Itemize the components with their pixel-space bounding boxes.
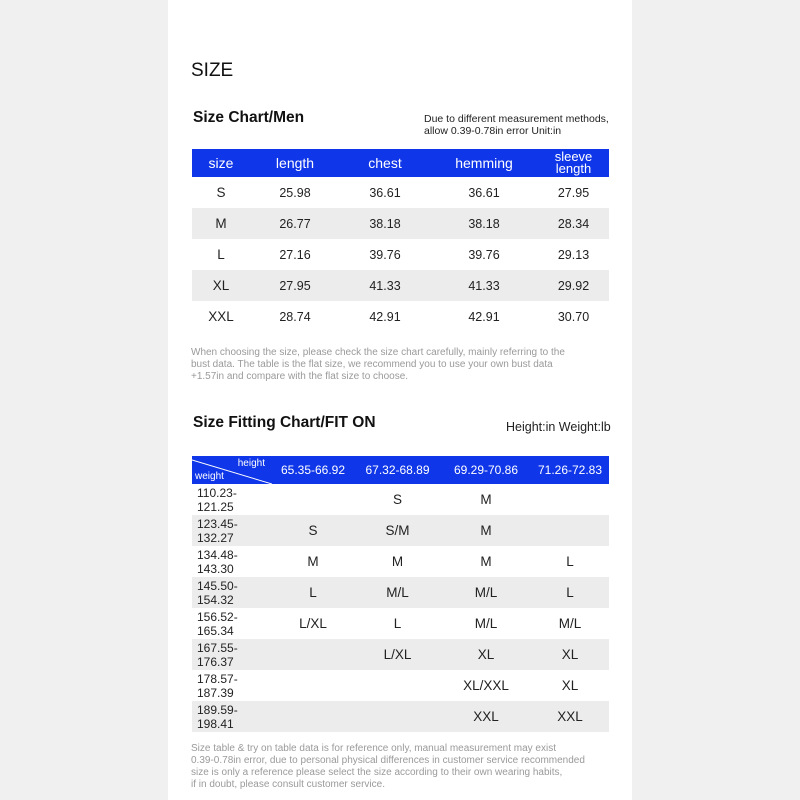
fit-size-cell: L <box>566 554 574 569</box>
length-cell: 26.77 <box>279 216 311 231</box>
sleeve-length-cell: 29.92 <box>557 278 590 293</box>
hemming-cell: 36.61 <box>468 185 500 200</box>
size-guide-page <box>168 0 632 800</box>
fit-size-cell <box>272 639 354 670</box>
fit-size-cell <box>272 484 354 515</box>
weight-cell: 189.59-198.41 <box>197 702 238 731</box>
fit-size-cell: S <box>308 523 318 538</box>
fit-size-cell: L/XL <box>299 616 327 631</box>
length-cell: 27.95 <box>279 278 311 293</box>
fit-size-cell: M <box>480 492 492 507</box>
hemming-cell: 41.33 <box>468 278 500 293</box>
table-row <box>192 577 609 608</box>
length-cell: 25.98 <box>279 185 311 200</box>
fit-size-cell: M/L <box>474 585 498 600</box>
fit-size-cell: S <box>392 492 402 507</box>
fit-chart-units-note: Height:in Weight:lb <box>506 420 611 434</box>
fit-chart-header-row <box>192 456 609 484</box>
chest-cell: 41.33 <box>369 278 401 293</box>
column-header-sleeve-length <box>538 149 609 177</box>
fit-size-cell: M <box>391 554 404 569</box>
table-row <box>192 670 609 701</box>
fit-size-cell: L <box>393 616 402 631</box>
fit-size-cell: L <box>566 585 574 600</box>
fit-size-cell: L/XL <box>383 647 412 662</box>
fit-size-cell: XXL <box>557 709 583 724</box>
size-chart-table <box>192 149 609 332</box>
chest-cell: 36.61 <box>369 185 401 200</box>
sleeve-length-cell: 28.34 <box>557 216 590 231</box>
length-cell: 27.16 <box>279 247 311 262</box>
height-column-header: 67.32-68.89 <box>365 463 430 477</box>
weight-cell: 110.23-121.25 <box>197 485 237 514</box>
footnote-line: 0.39-0.78in error, due to personal physical differences in customer service recommended <box>191 755 585 766</box>
sleeve-length-cell: 30.70 <box>557 309 590 324</box>
table-row <box>192 546 609 577</box>
height-column-header: 71.26-72.83 <box>537 463 603 477</box>
weight-cell: 145.50-154.32 <box>197 578 238 607</box>
table-row <box>192 608 609 639</box>
fit-size-cell: M/L <box>386 585 409 600</box>
table-row <box>192 484 609 515</box>
height-column-header: 69.29-70.86 <box>453 463 519 477</box>
fit-size-cell: M/L <box>474 616 498 631</box>
column-header-size: size <box>208 155 234 171</box>
fit-size-cell <box>531 515 609 546</box>
table-row <box>192 270 609 301</box>
fit-size-cell: XL <box>561 678 579 693</box>
weight-cell: 178.57-187.39 <box>197 671 238 700</box>
size-chart-header-row <box>192 149 609 177</box>
size-chart-note-line: Due to different measurement methods, <box>424 113 609 125</box>
height-column-header: 65.35-66.92 <box>280 463 346 477</box>
corner-header-cell <box>192 456 272 484</box>
length-cell: 28.74 <box>279 309 311 324</box>
table-row <box>192 208 609 239</box>
hemming-cell: 38.18 <box>468 216 500 231</box>
corner-height-label: height <box>237 458 265 469</box>
column-header-hemming: hemming <box>455 155 513 171</box>
corner-weight-label: weight <box>195 471 224 482</box>
footnote-line: bust data. The table is the flat size, we recommend you to use your own bust data <box>191 359 553 370</box>
fit-size-cell: M <box>480 554 492 569</box>
fit-size-cell <box>272 670 354 701</box>
footnote-line: Size table & try on table data is for reference only, manual measurement may exist <box>191 743 556 754</box>
sleeve-length-cell: 29.13 <box>557 247 590 262</box>
fit-size-cell <box>354 670 441 701</box>
size-chart-note-line: allow 0.39-0.78in error Unit:in <box>424 125 562 137</box>
size-cell: M <box>215 216 227 231</box>
size-cell: L <box>217 247 225 262</box>
fit-size-cell <box>272 701 354 732</box>
footnote-line: +1.57in and compare with the flat size to choose. <box>191 371 409 382</box>
chest-cell: 42.91 <box>369 309 401 324</box>
page-title: SIZE <box>191 60 234 81</box>
chest-cell: 39.76 <box>369 247 401 262</box>
fit-size-cell: S/M <box>385 523 410 538</box>
fit-chart-heading: Size Fitting Chart/FIT ON <box>193 414 376 431</box>
sleeve-header-line: sleeve <box>554 149 593 164</box>
footnote-line: if in doubt, please consult customer service. <box>191 779 385 790</box>
table-row <box>192 639 609 670</box>
size-chart-note <box>424 113 609 137</box>
fit-chart-table <box>192 456 609 732</box>
table-row <box>192 239 609 270</box>
fit-size-cell: XL/XXL <box>463 678 509 693</box>
hemming-cell: 39.76 <box>468 247 500 262</box>
sleeve-header-line: length <box>555 161 592 176</box>
size-cell: XXL <box>208 309 234 324</box>
chest-cell: 38.18 <box>369 216 401 231</box>
table-row <box>192 177 609 208</box>
hemming-cell: 42.91 <box>468 309 500 324</box>
fit-size-cell <box>354 701 441 732</box>
size-chart-heading: Size Chart/Men <box>193 109 305 126</box>
sleeve-length-cell: 27.95 <box>557 185 590 200</box>
fit-size-cell <box>531 484 609 515</box>
weight-cell: 134.48-143.30 <box>197 547 238 576</box>
fit-size-cell: M/L <box>558 616 582 631</box>
footnote-line: When choosing the size, please check the size chart carefully, mainly referring to the <box>191 347 565 358</box>
table-row <box>192 301 609 332</box>
fit-size-cell: XL <box>477 647 495 662</box>
fit-size-cell: XXL <box>473 709 499 724</box>
table-row <box>192 515 609 546</box>
table-row <box>192 701 609 732</box>
size-chart-footnote <box>191 347 621 383</box>
fit-size-cell: M <box>307 554 319 569</box>
size-cell: XL <box>212 278 230 293</box>
weight-cell: 167.55-176.37 <box>197 640 238 669</box>
size-cell: S <box>216 185 226 200</box>
column-header-chest: chest <box>368 155 402 171</box>
fit-chart-footnote <box>191 743 631 791</box>
column-header-length: length <box>275 155 315 171</box>
weight-cell: 156.52-165.34 <box>197 609 238 638</box>
weight-cell: 123.45-132.27 <box>197 516 238 545</box>
fit-size-cell: M <box>480 523 492 538</box>
fit-size-cell: L <box>309 585 317 600</box>
footnote-line: size is only a reference please select the size according to their own wearing habits, <box>191 767 563 778</box>
fit-size-cell: XL <box>561 647 579 662</box>
